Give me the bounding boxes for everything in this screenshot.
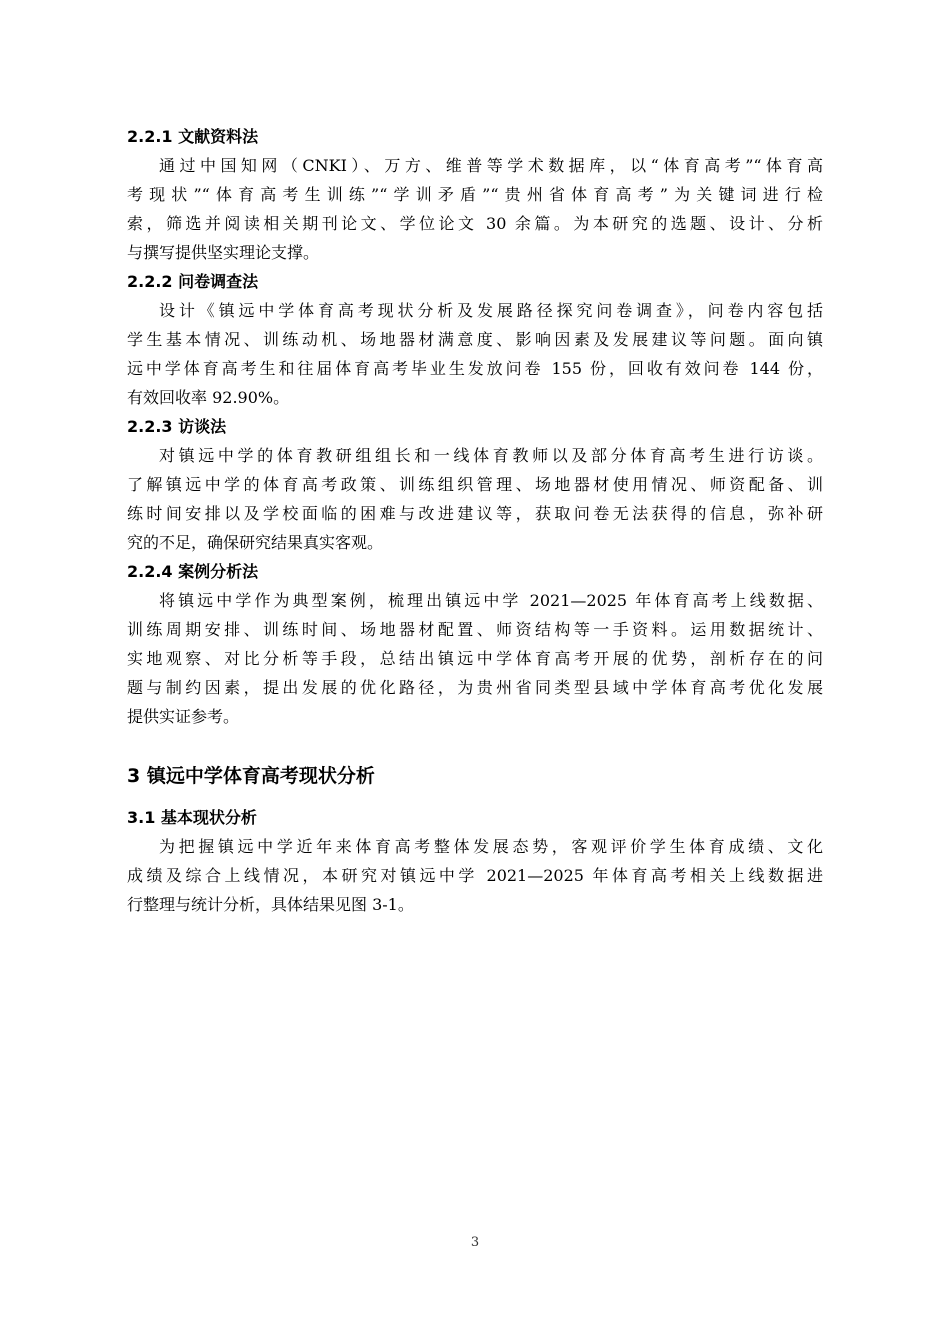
body-line: 为把握镇远中学近年来体育高考整体发展态势，客观评价学生体育成绩、文化 xyxy=(159,837,823,856)
section-heading-2-2-3: 2.2.3 访谈法 xyxy=(127,417,227,436)
section-body-2-2-2 xyxy=(127,296,823,412)
page-number: 3 xyxy=(470,1235,480,1250)
section-heading-2-2-1: 2.2.1 文献资料法 xyxy=(127,127,259,146)
body-line: 将镇远中学作为典型案例，梳理出镇远中学 2021—2025 年体育高考上线数据、 xyxy=(159,591,823,610)
section-heading-3-1: 3.1 基本现状分析 xyxy=(127,808,257,827)
section-body-2-2-1 xyxy=(127,151,823,267)
body-line: 究的不足，确保研究结果真实客观。 xyxy=(127,533,384,552)
body-line: 考现状”“体育高考生训练”“学训矛盾”“贵州省体育高考”为关键词进行检 xyxy=(127,185,823,204)
body-line: 实地观察、对比分析等手段，总结出镇远中学体育高考开展的优势，剖析存在的问 xyxy=(127,649,823,668)
body-line: 设计《镇远中学体育高考现状分析及发展路径探究问卷调查》，问卷内容包括 xyxy=(159,301,823,320)
body-line: 与撰写提供坚实理论支撑。 xyxy=(127,243,320,262)
document-page xyxy=(127,122,823,919)
body-line: 学生基本情况、训练动机、场地器材满意度、影响因素及发展建议等问题。面向镇 xyxy=(127,330,823,349)
body-line: 行整理与统计分析，具体结果见图 3-1。 xyxy=(127,895,414,914)
body-line: 题与制约因素，提出发展的优化路径，为贵州省同类型县域中学体育高考优化发展 xyxy=(127,678,823,697)
section-heading-2-2-4: 2.2.4 案例分析法 xyxy=(127,562,259,581)
body-line: 对镇远中学的体育教研组组长和一线体育教师以及部分体育高考生进行访谈。 xyxy=(159,446,823,465)
section-body-3-1 xyxy=(127,832,823,919)
body-line: 远中学体育高考生和往届体育高考毕业生发放问卷 155 份，回收有效问卷 144 份， xyxy=(127,359,823,378)
body-line: 提供实证参考。 xyxy=(127,707,240,726)
body-line: 索，筛选并阅读相关期刊论文、学位论文 30 余篇。为本研究的选题、设计、分析 xyxy=(127,214,823,233)
body-line: 有效回收率 92.90%。 xyxy=(127,388,290,407)
body-line: 练时间安排以及学校面临的困难与改进建议等，获取问卷无法获得的信息，弥补研 xyxy=(127,504,823,523)
section-body-2-2-3 xyxy=(127,441,823,557)
body-line: 通过中国知网（CNKI）、万方、维普等学术数据库，以“体育高考”“体育高 xyxy=(159,156,823,175)
chapter-heading-3: 3 镇远中学体育高考现状分析 xyxy=(127,765,375,787)
section-heading-2-2-2: 2.2.2 问卷调查法 xyxy=(127,272,259,291)
body-line: 成绩及综合上线情况，本研究对镇远中学 2021—2025 年体育高考相关上线数据进 xyxy=(127,866,823,885)
body-line: 了解镇远中学的体育高考政策、训练组织管理、场地器材使用情况、师资配备、训 xyxy=(127,475,823,494)
section-body-2-2-4 xyxy=(127,586,823,731)
body-line: 训练周期安排、训练时间、场地器材配置、师资结构等一手资料。运用数据统计、 xyxy=(127,620,823,639)
